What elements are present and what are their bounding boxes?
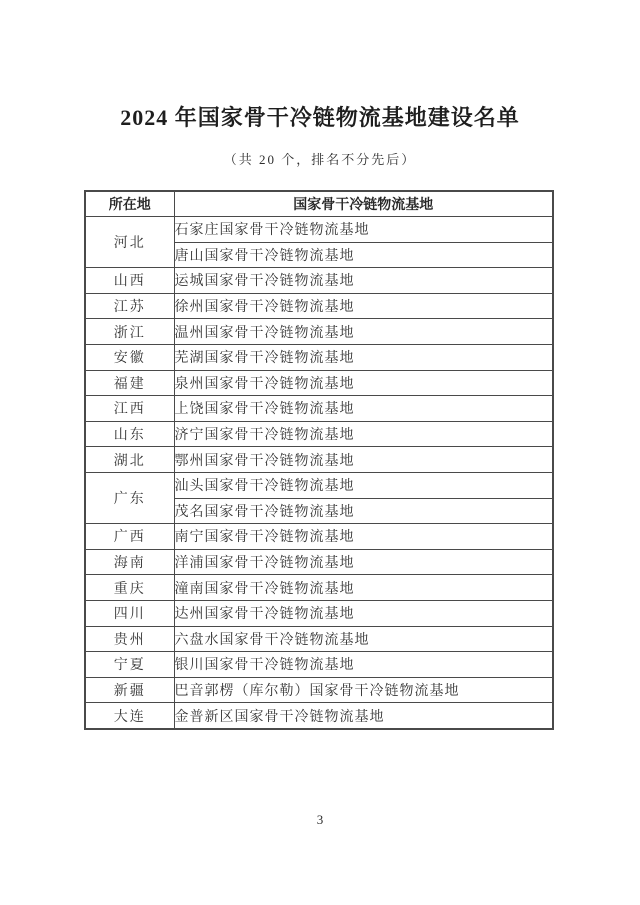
- table-header-row: [85, 191, 553, 217]
- region-cell: 江西: [85, 396, 174, 422]
- base-cell: 运城国家骨干冷链物流基地: [174, 268, 553, 294]
- base-cell: 唐山国家骨干冷链物流基地: [174, 242, 553, 268]
- base-cell: 鄂州国家骨干冷链物流基地: [174, 447, 553, 473]
- column-header-base: 国家骨干冷链物流基地: [174, 191, 553, 217]
- table-row: [85, 344, 553, 370]
- table-row: [85, 370, 553, 396]
- base-cell: 济宁国家骨干冷链物流基地: [174, 421, 553, 447]
- base-cell: 洋浦国家骨干冷链物流基地: [174, 549, 553, 575]
- region-cell: 福建: [85, 370, 174, 396]
- table-row: [85, 421, 553, 447]
- region-cell: 河北: [85, 217, 174, 268]
- table-row: [85, 396, 553, 422]
- base-cell: 上饶国家骨干冷链物流基地: [174, 396, 553, 422]
- table-row: [85, 524, 553, 550]
- region-cell: 广西: [85, 524, 174, 550]
- base-cell: 泉州国家骨干冷链物流基地: [174, 370, 553, 396]
- region-cell: 湖北: [85, 447, 174, 473]
- region-cell: 安徽: [85, 344, 174, 370]
- table-row: [85, 472, 553, 498]
- base-cell: 芜湖国家骨干冷链物流基地: [174, 344, 553, 370]
- page-subtitle: （共 20 个，排名不分先后）: [223, 152, 417, 167]
- region-cell: 新疆: [85, 677, 174, 703]
- base-cell: 徐州国家骨干冷链物流基地: [174, 293, 553, 319]
- region-cell: 山东: [85, 421, 174, 447]
- page-title: 2024 年国家骨干冷链物流基地建设名单: [120, 105, 520, 130]
- region-cell: 海南: [85, 549, 174, 575]
- region-cell: 大连: [85, 703, 174, 729]
- base-cell: 南宁国家骨干冷链物流基地: [174, 524, 553, 550]
- base-cell: 汕头国家骨干冷链物流基地: [174, 472, 553, 498]
- table-body: [85, 217, 553, 729]
- base-cell: 巴音郭楞（库尔勒）国家骨干冷链物流基地: [174, 677, 553, 703]
- base-cell: 六盘水国家骨干冷链物流基地: [174, 626, 553, 652]
- table-row: [85, 447, 553, 473]
- table-row: [85, 626, 553, 652]
- base-cell: 茂名国家骨干冷链物流基地: [174, 498, 553, 524]
- base-cell: 潼南国家骨干冷链物流基地: [174, 575, 553, 601]
- table-row: [85, 677, 553, 703]
- region-cell: 重庆: [85, 575, 174, 601]
- table-row: [85, 268, 553, 294]
- base-cell: 金普新区国家骨干冷链物流基地: [174, 703, 553, 729]
- region-cell: 宁夏: [85, 652, 174, 678]
- region-cell: 广东: [85, 472, 174, 523]
- region-cell: 江苏: [85, 293, 174, 319]
- column-header-region: 所在地: [85, 191, 174, 217]
- region-cell: 贵州: [85, 626, 174, 652]
- table-row: [85, 217, 553, 243]
- table-row: [85, 652, 553, 678]
- table-row: [85, 293, 553, 319]
- table-row: [85, 549, 553, 575]
- table-row: [85, 703, 553, 729]
- base-cell: 石家庄国家骨干冷链物流基地: [174, 217, 553, 243]
- table-row: [85, 600, 553, 626]
- page-number: 3: [316, 812, 324, 827]
- region-cell: 四川: [85, 600, 174, 626]
- region-cell: 浙江: [85, 319, 174, 345]
- base-cell: 银川国家骨干冷链物流基地: [174, 652, 553, 678]
- base-cell: 温州国家骨干冷链物流基地: [174, 319, 553, 345]
- region-cell: 山西: [85, 268, 174, 294]
- table-row: [85, 319, 553, 345]
- base-cell: 达州国家骨干冷链物流基地: [174, 600, 553, 626]
- table-row: [85, 575, 553, 601]
- bases-table: [84, 190, 554, 730]
